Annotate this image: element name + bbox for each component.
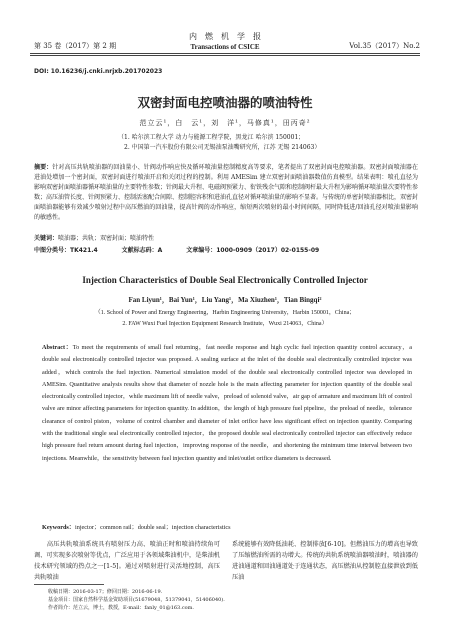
affiliation-en-1: （1. School of Power and Energy Engineering，Harbin Engineering University，Harbin 150001，China；	[94, 310, 356, 316]
clc-number: 中图分类号：TK421.4	[34, 247, 98, 254]
title-en: Injection Characteristics of Double Seal Electronically Controlled Injector	[82, 275, 368, 285]
doi: DOI: 10.16236/j.cnki.nrjxb.201702023	[34, 68, 163, 75]
abstract-cn-text: 针对高压共轨喷油器的回油量小、针阀动作响应快及循环喷油量控制精度高等要求，笔者提出了双密封面电控喷油器。双密封面喷油器在进油处增加一个密封面，双密封面进行喷油开启和关闭过程的控制。利用 AMESim 建立双密封面喷油器数值仿真模型。结果表明：喷孔直径为影响双密封面喷油器循环喷油量的主要特性参数；针阀最大升程、电磁阀预紧力、衔铁残余气隙和控制阀杆最大升程为影响循环喷油量次要特性参数；高压油管长度、针阀预紧力、控制活塞配合间隙、控制腔容积和进油孔直径对循环喷油量的影响不显著。与传统的单密封喷油器相比，双密封面喷油器能够有效减少喷射过程中高压燃油的回油量，提高针阀的动作响应，缩短两次喷射的最小时间间隔，同时降低进/回油孔径对喷油量影响的敏感性。	[34, 164, 419, 221]
header-rule-thin	[30, 55, 420, 56]
authors-cn: 范立云¹，白 云¹，刘 洋¹，马修真¹，田丙奇²	[139, 119, 311, 127]
abstract-cn	[34, 163, 418, 223]
keywords-en	[42, 522, 231, 531]
affiliation-cn-2: 2. 中国第一汽车股份有限公司无锡油泵油嘴研究所，江苏 无锡 214063）	[124, 144, 321, 151]
header-rule	[30, 53, 420, 54]
abstract-en-text: To meet the requirements of small fuel returning，fast needle response and high cyclic fuel injection quantity control accuracy，a double seal electronically controlled injector was proposed. A sealing surface at the inlet of the double seal electronically controlled injector was added，which controls the fuel injection. Numerical simulation model of the double seal electronically controlled injector was developed in AMESim. Quantitative analysis results show that diameter of nozzle hole is the main affecting parameter for injection quantity of the double seal electronically controlled injector，while maximum lift of needle valve，preload of solenoid valve，air gap of armature and maximum lift of control valve are minor affecting parameters for injection quantity. In addition，the length of high pressure fuel pipeline，the preload of needle，tolerance clearance of control piston，volume of control chamber and diameter of inlet orifice have less significant effect on injection quantity. Comparing with the traditional single seal electronically controlled injector，the proposed double seal electronically controlled injector can effectively reduce high pressure fuel return amount during fuel injection，improving response of the needle，and shortening the minimum time interval between two injections. Meanwhile，the sensitivity between fuel injection quantity and inlet/outlet orifice diameters is decreased.	[42, 344, 413, 462]
abstract-en	[42, 342, 412, 465]
body-column-right: 系统能够有效降低油耗、控制排放[6-10]。但燃油压力的增高也导致了压缩燃油所需的功增大。传统的共轨系统喷油器喷油时，喷油器的进油通道和回油通道处于连通状态，高压燃油从控制腔直接泄放到低压油	[232, 541, 418, 581]
affiliation-en-2: 2. FAW Wuxi Fuel Injection Equipment Research Institute，Wuxi 214063，China）	[122, 321, 328, 327]
abstract-cn-label: 摘要：	[34, 164, 53, 171]
keywords-cn-text: 喷油器；共轨；双密封面；喷油特性	[58, 235, 155, 242]
journal-name-cn: 内 燃 机 学 报	[189, 32, 261, 41]
journal-name-en: Transactions of CSICE	[190, 43, 260, 51]
keywords-cn	[34, 233, 154, 242]
footnote-fund: 基金项目：国家自然科学基金资助项目(51679048，51379041，51406040).	[48, 597, 225, 603]
document-code: 文献标志码：A	[121, 247, 163, 254]
classification-row	[34, 245, 341, 254]
authors-en: Fan Liyun¹，Bai Yun¹，Liu Yang¹，Ma Xiuzhen¹，Tian Bingqi²	[128, 296, 322, 304]
body-column-left: 高压共轨喷油系统具有喷射压力高、喷油正时和喷油持续角可调、可实现多次喷射等优点，广泛应用于各领域柴油机中，是柴油机技术研究领域的热点之一[1-5]。通过对喷射进行灵活地控制，高压共轨喷油	[34, 541, 220, 581]
affiliation-cn-1: （1. 哈尔滨工程大学 动力与能源工程学院，黑龙江 哈尔滨 150001；	[118, 134, 305, 141]
affiliations-cn	[118, 133, 320, 153]
journal-volume-issue: 第 35 卷（2017）第 2 期	[34, 42, 117, 50]
footnote	[48, 588, 428, 612]
article-number: 文章编号：1000-0909（2017）02-0155-09	[186, 247, 320, 254]
footnote-received: 收稿日期：2016-03-17；修回日期：2016-06-19.	[48, 589, 163, 595]
keywords-en-text: injector；common rail；double seal；injection characteristics	[75, 524, 231, 531]
journal-volume-issue-en: Vol.35（2017）No.2	[349, 42, 420, 50]
keywords-en-label: Keywords：	[42, 524, 75, 531]
abstract-en-label: Abstract：	[42, 344, 73, 351]
footnote-rule	[34, 584, 104, 585]
keywords-cn-label: 关键词：	[34, 235, 59, 242]
footnote-author: 作者简介：范立云，博士，教授，E-mail：fanly_01@163.com.	[48, 605, 194, 611]
title-cn: 双密封面电控喷油器的喷油特性	[137, 95, 313, 110]
affiliations-en	[0, 308, 450, 330]
